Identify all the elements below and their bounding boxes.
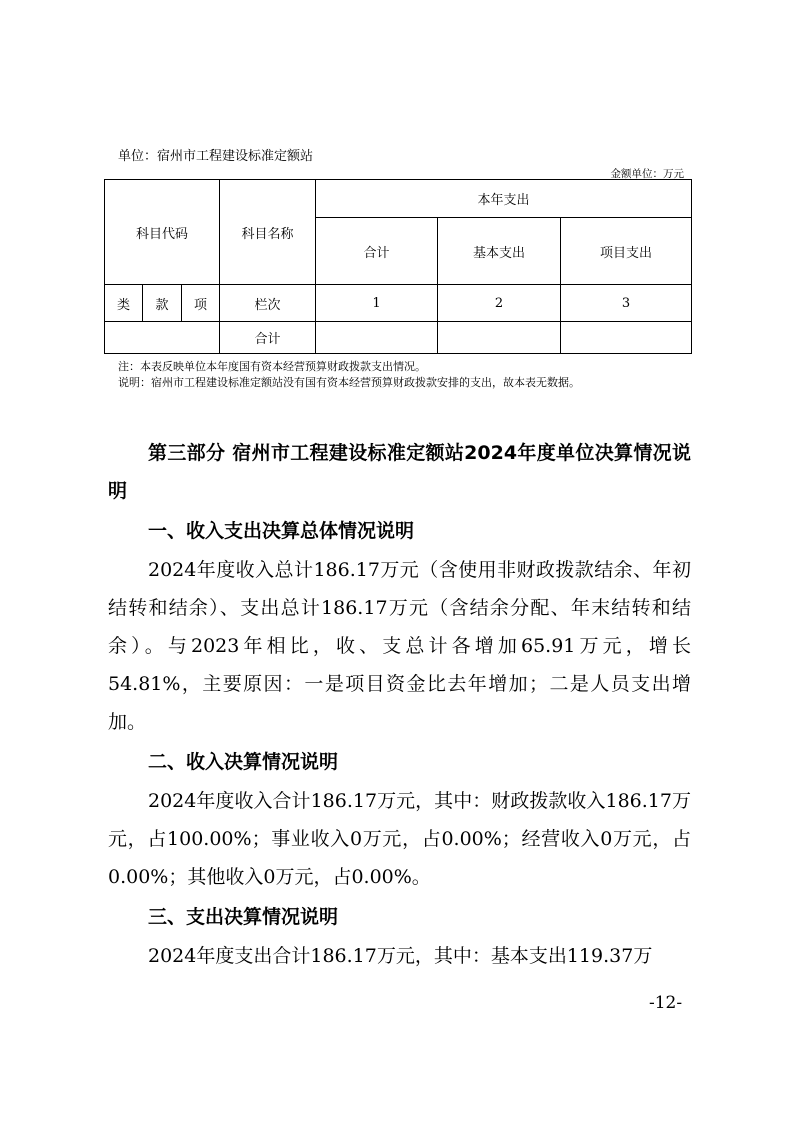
part-title: 第三部分 宿州市工程建设标准定额站2024年度单位决算情况说明 xyxy=(108,442,691,502)
table-row xyxy=(105,285,692,322)
col3-cell: 3 xyxy=(561,285,692,322)
basic-expense-header: 基本支出 xyxy=(438,218,561,285)
empty-cell xyxy=(561,322,692,354)
total-header: 合计 xyxy=(316,218,438,285)
page-number: -12- xyxy=(649,993,683,1013)
col1-cell: 1 xyxy=(316,285,438,322)
expense-table xyxy=(104,179,692,354)
section-2-title: 二、收入决算情况说明 xyxy=(148,751,339,773)
col2-cell: 2 xyxy=(438,285,561,322)
money-unit-label: 金额单位：万元 xyxy=(610,168,684,180)
table-header-row xyxy=(105,180,692,218)
table-notes xyxy=(118,359,580,391)
empty-cell xyxy=(316,322,438,354)
subject-name-header: 科目名称 xyxy=(220,180,316,285)
section-3-title: 三、支出决算情况说明 xyxy=(148,906,339,928)
project-expense-header: 项目支出 xyxy=(561,218,692,285)
section-1-text: 2024年度收入总计186.17万元（含使用非财政拨款结余、年初结转和结余）、支出总计186.17万元（含结余分配、年末结转和结余）。与2023年相比，收、支总计各增加65.91万元，增长54.81%，主要原因：一是项目资金比去年增加；二是人员支出增加。 xyxy=(108,559,691,733)
table-explanation: 说明：宿州市工程建设标准定额站没有国有资本经营预算财政拨款安排的支出，故本表无数据。 xyxy=(118,376,580,389)
row-total-label: 合计 xyxy=(220,322,316,354)
current-year-expense-header: 本年支出 xyxy=(316,180,692,218)
empty-cell xyxy=(438,322,561,354)
unit-line: 单位：宿州市工程建设标准定额站 xyxy=(118,149,314,164)
lei-cell: 类 xyxy=(105,285,143,322)
section-1-title: 一、收入支出决算总体情况说明 xyxy=(148,520,415,542)
section-3-text: 2024年度支出合计186.17万元，其中：基本支出119.37万 xyxy=(148,945,653,967)
table-row xyxy=(105,322,692,354)
empty-cell xyxy=(105,322,220,354)
subject-code-header: 科目代码 xyxy=(105,180,220,285)
column-order-cell: 栏次 xyxy=(220,285,316,322)
xiang-cell: 项 xyxy=(182,285,220,322)
report-content xyxy=(108,434,691,975)
kuan-cell: 款 xyxy=(143,285,182,322)
table-note: 注：本表反映单位本年度国有资本经营预算财政拨款支出情况。 xyxy=(118,360,426,373)
section-2-text: 2024年度收入合计186.17万元，其中：财政拨款收入186.17万元，占100.00%；事业收入0万元，占0.00%；经营收入0万元，占0.00%；其他收入0万元，占0.00%。 xyxy=(108,790,691,888)
